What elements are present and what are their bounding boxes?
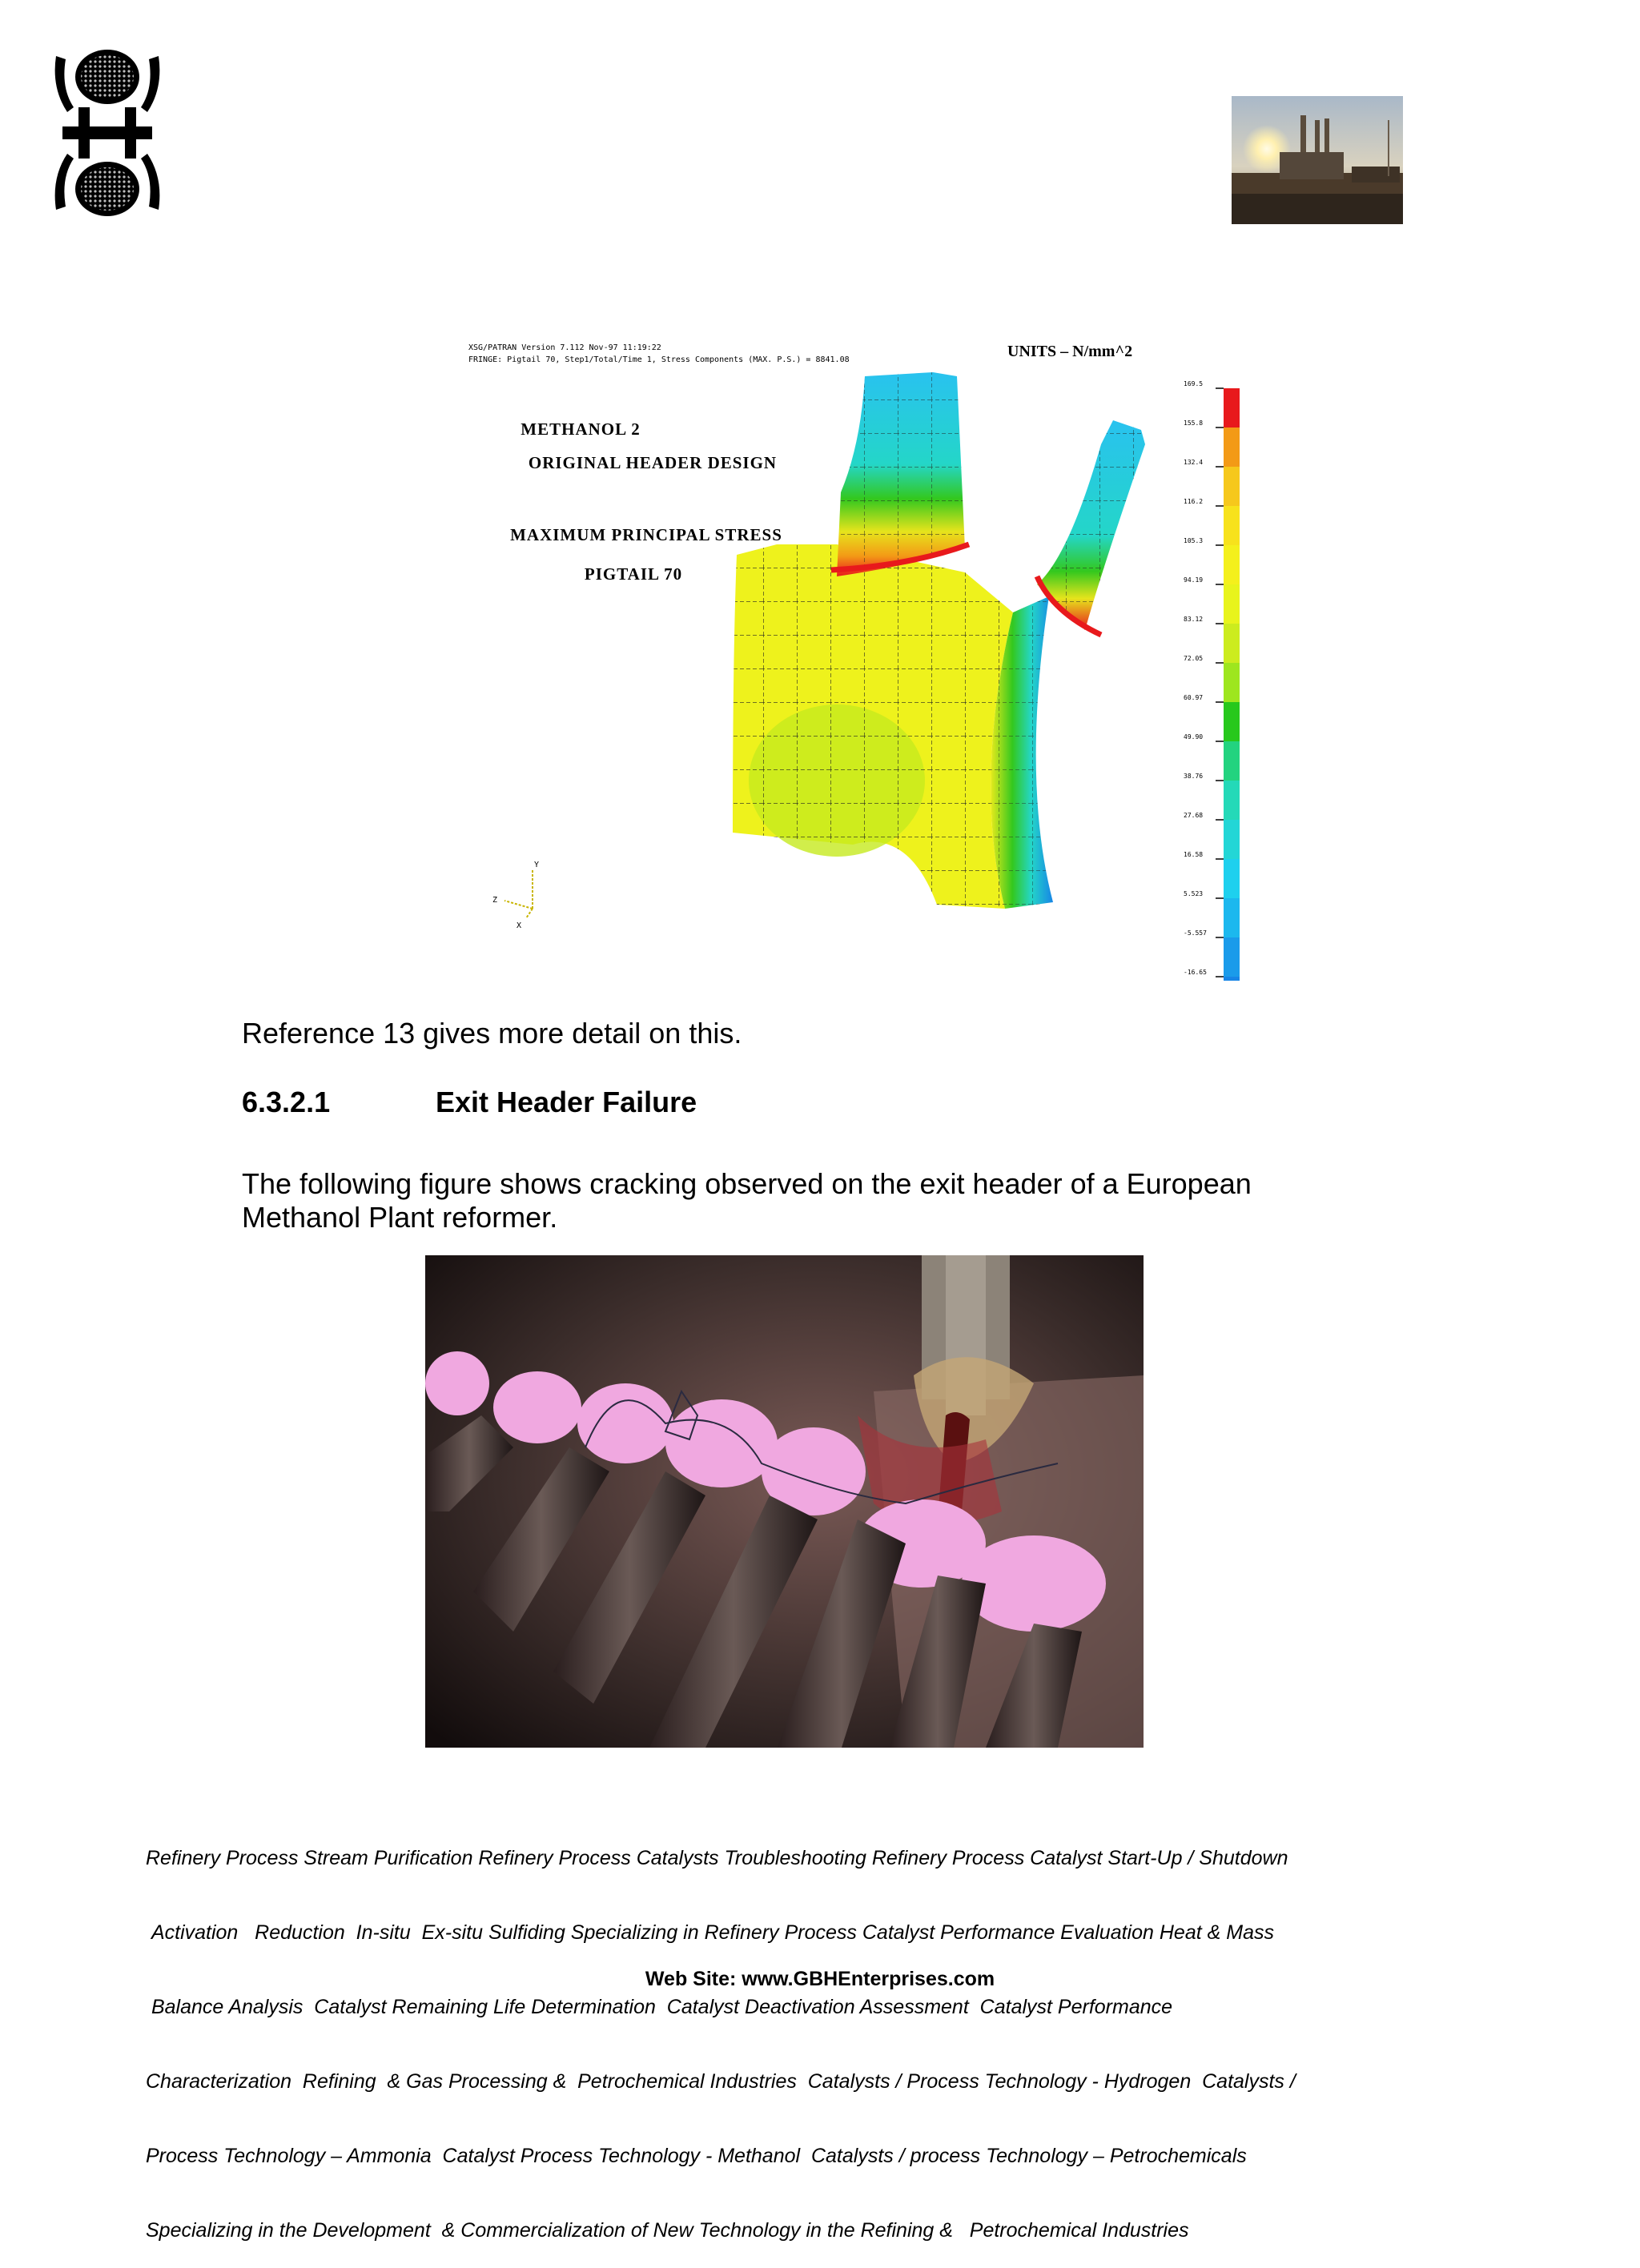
scale-swatch (1224, 467, 1240, 506)
axis-label-y: Y (534, 861, 540, 869)
scale-swatch (1224, 820, 1240, 859)
scale-swatch (1224, 741, 1240, 781)
scale-tick-label: 72.05 (1184, 655, 1204, 662)
scale-tick-label: 49.90 (1184, 733, 1204, 741)
footer-line: Specializing in the Development & Commercialization of New Technology in the Refining & Petrochemical Industries (146, 2219, 1189, 2242)
refinery-sunset-photo (1232, 96, 1403, 224)
footer-services-text (146, 1796, 1507, 2268)
scale-tick-label: 94.19 (1184, 576, 1204, 584)
plot-header-line-2: FRINGE: Pigtail 70, Step1/Total/Time 1, Stress Components (MAX. P.S.) = 8841.08 (468, 355, 850, 364)
units-label: UNITS – N/mm^2 (1007, 343, 1133, 360)
scale-tick-label: 60.97 (1184, 694, 1204, 701)
company-logo (50, 40, 165, 226)
scale-swatch (1224, 388, 1240, 428)
scale-swatch (1224, 702, 1240, 741)
scale-tick-label: 38.76 (1184, 773, 1204, 780)
scale-tick-label: -16.65 (1184, 969, 1207, 976)
plot-title-3: MAXIMUM PRINCIPAL STRESS (510, 525, 782, 544)
scale-tick-label: 155.8 (1184, 419, 1204, 427)
scale-tick-label: 169.5 (1184, 380, 1204, 387)
scale-tick-label: 83.12 (1184, 616, 1204, 623)
website-link[interactable]: Web Site: www.GBHEnterprises.com (645, 1968, 995, 1990)
footer-line: Balance Analysis Catalyst Remaining Life Determination Catalyst Deactivation Assessment Catalyst Performance (146, 1996, 1173, 2018)
scale-tick-label: 16.58 (1184, 851, 1204, 858)
axis-label-z: Z (492, 896, 498, 905)
stress-contour-plot (460, 332, 1261, 981)
plot-title-2: ORIGINAL HEADER DESIGN (528, 453, 778, 472)
paragraph-line: The following figure shows cracking observed on the exit header of a European (242, 1167, 1252, 1200)
footer-line: Refinery Process Stream Purification Refinery Process Catalysts Troubleshooting Refinery Process Catalyst Start-Up / Shutdown (146, 1847, 1288, 1869)
scale-swatch (1224, 545, 1240, 584)
exit-header-crack-photo (425, 1255, 1144, 1748)
scale-tick-label: 132.4 (1184, 459, 1204, 466)
color-scale-legend (1184, 380, 1240, 981)
body-paragraph (242, 1167, 1443, 1234)
plot-title-4: PIGTAIL 70 (584, 564, 683, 584)
scale-tick-label: 116.2 (1184, 498, 1204, 505)
axis-label-x: X (517, 921, 522, 930)
section-title: Exit Header Failure (436, 1086, 697, 1118)
footer-line: Characterization Refining & Gas Processing & Petrochemical Industries Catalysts / Process Technology - Hydrogen Catalysts / (146, 2070, 1296, 2093)
scale-swatch (1224, 937, 1240, 977)
reference-note: Reference 13 gives more detail on this. (242, 1017, 742, 1050)
plot-title-1: METHANOL 2 (521, 419, 641, 439)
scale-swatch (1224, 898, 1240, 937)
scale-swatch (1224, 663, 1240, 702)
scale-tick-label: -5.557 (1184, 929, 1207, 937)
section-heading (242, 1086, 697, 1119)
scale-swatch (1224, 977, 1240, 981)
scale-swatch (1224, 859, 1240, 898)
plot-header-line-1: XSG/PATRAN Version 7.112 Nov-97 11:19:22 (468, 343, 661, 352)
scale-swatch (1224, 428, 1240, 467)
scale-swatch (1224, 781, 1240, 820)
axis-triad (492, 861, 539, 930)
scale-tick-label: 105.3 (1184, 537, 1204, 544)
scale-swatch (1224, 624, 1240, 663)
section-number: 6.3.2.1 (242, 1086, 331, 1118)
footer-line: Activation Reduction In-situ Ex-situ Sulfiding Specializing in Refinery Process Catalyst Performance Evaluation Heat & Mass (146, 1921, 1274, 1944)
paragraph-line: Methanol Plant reformer. (242, 1201, 558, 1234)
scale-swatch (1224, 584, 1240, 624)
scale-tick-label: 5.523 (1184, 890, 1204, 897)
footer-line: Process Technology – Ammonia Catalyst Process Technology - Methanol Catalysts / process Technology – Petrochemicals (146, 2145, 1247, 2167)
scale-swatch (1224, 506, 1240, 545)
scale-tick-label: 27.68 (1184, 812, 1204, 819)
